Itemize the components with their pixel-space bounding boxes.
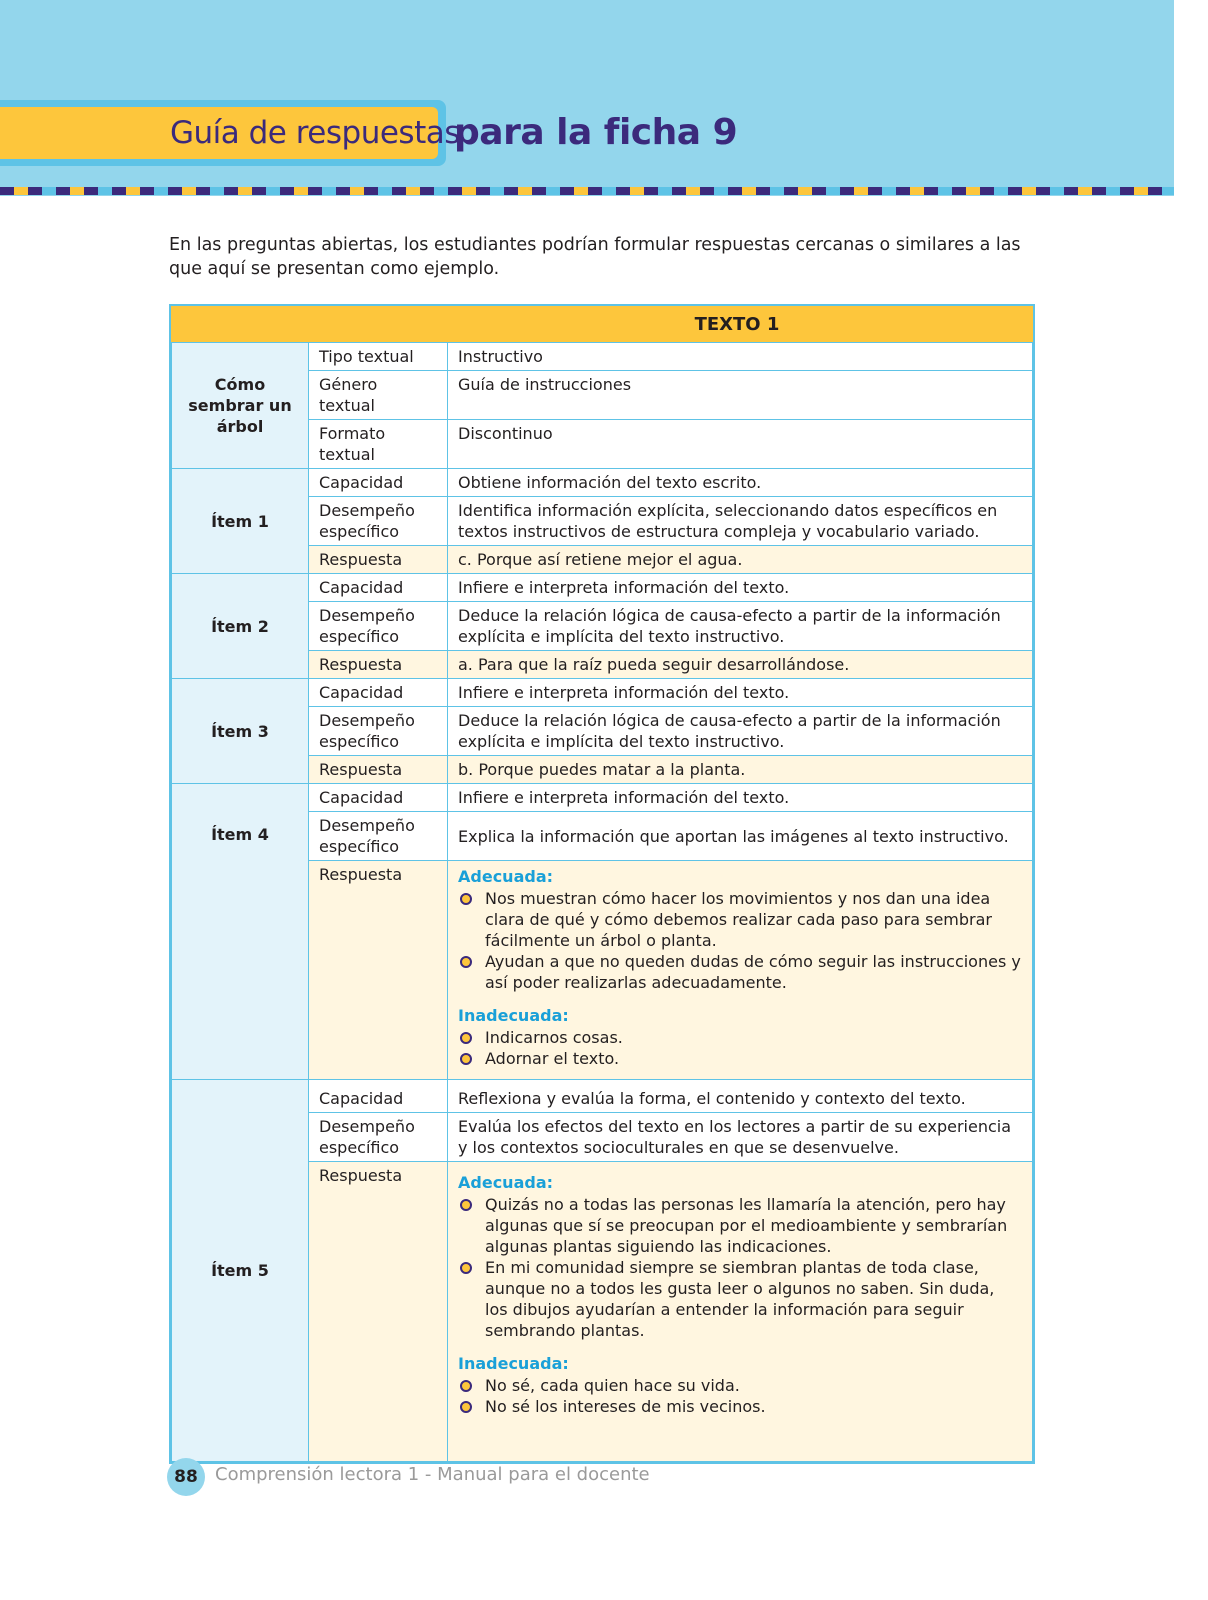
inadequate-list bbox=[458, 1027, 1022, 1069]
table-row bbox=[172, 784, 1033, 812]
header-band bbox=[0, 0, 1174, 196]
adequate-heading: Adecuada: bbox=[458, 867, 554, 886]
item-label: Ítem 1 bbox=[172, 469, 309, 574]
row-value: b. Porque puedes matar a la planta. bbox=[448, 756, 1033, 784]
row-label: Género textual bbox=[309, 371, 448, 420]
inadequate-list bbox=[458, 1375, 1022, 1417]
row-label: Desempeño específico bbox=[309, 602, 448, 651]
row-label: Respuesta bbox=[309, 546, 448, 574]
row-value: Discontinuo bbox=[448, 420, 1033, 469]
list-item-text: No sé los intereses de mis vecinos. bbox=[485, 1397, 766, 1416]
row-label: Respuesta bbox=[309, 1162, 448, 1462]
row-label: Respuesta bbox=[309, 861, 448, 1080]
bullet-icon bbox=[460, 1262, 472, 1274]
row-value: Instructivo bbox=[448, 343, 1033, 371]
bullet-icon bbox=[460, 1032, 472, 1044]
row-value: Identifica información explícita, seleccionando datos específicos en textos instructivos de estructura compleja y vocabulario variado. bbox=[448, 497, 1033, 546]
list-item bbox=[458, 1194, 1022, 1257]
row-value: Infiere e interpreta información del texto. bbox=[448, 574, 1033, 602]
bullet-icon bbox=[460, 956, 472, 968]
row-value: Explica la información que aportan las imágenes al texto instructivo. bbox=[448, 812, 1033, 861]
list-item-text: En mi comunidad siempre se siembran plantas de toda clase, aunque no a todos les gusta leer o algunos no saben. Sin duda, los dibujos ayudarían a entender la información para seguir sembrando plantas. bbox=[485, 1258, 995, 1340]
row-label: Tipo textual bbox=[309, 343, 448, 371]
answer-table bbox=[169, 304, 1035, 1464]
row-label: Capacidad bbox=[309, 469, 448, 497]
list-item bbox=[458, 1048, 1022, 1069]
adequate-list bbox=[458, 1194, 1022, 1341]
row-label: Capacidad bbox=[309, 1080, 448, 1113]
row-value: Infiere e interpreta información del texto. bbox=[448, 679, 1033, 707]
row-label: Capacidad bbox=[309, 574, 448, 602]
row-label: Respuesta bbox=[309, 756, 448, 784]
list-item-text: Adornar el texto. bbox=[485, 1049, 620, 1068]
row-value: Guía de instrucciones bbox=[448, 371, 1033, 420]
row-value: Infiere e interpreta información del texto. bbox=[448, 784, 1033, 812]
response-block bbox=[448, 1162, 1033, 1462]
row-label: Capacidad bbox=[309, 784, 448, 812]
item-label: Ítem 4 bbox=[172, 784, 309, 1080]
list-item bbox=[458, 1375, 1022, 1396]
table-heading: TEXTO 1 bbox=[172, 307, 1033, 343]
list-item bbox=[458, 951, 1022, 993]
title-left: Guía de respuestas bbox=[170, 115, 460, 151]
response-block bbox=[448, 861, 1033, 1080]
table-row bbox=[172, 1080, 1033, 1113]
intro-paragraph: En las preguntas abiertas, los estudiantes podrían formular respuestas cercanas o similares a las que aquí se presentan como ejemplo. bbox=[169, 235, 1021, 279]
row-value: Deduce la relación lógica de causa-efecto a partir de la información explícita e implícita del texto instructivo. bbox=[448, 602, 1033, 651]
decorative-dash-strip bbox=[0, 187, 1174, 195]
row-label: Respuesta bbox=[309, 651, 448, 679]
row-value: Obtiene información del texto escrito. bbox=[448, 469, 1033, 497]
row-value: a. Para que la raíz pueda seguir desarrollándose. bbox=[448, 651, 1033, 679]
row-label: Formato textual bbox=[309, 420, 448, 469]
row-label: Capacidad bbox=[309, 679, 448, 707]
list-item bbox=[458, 888, 1022, 951]
row-value: c. Porque así retiene mejor el agua. bbox=[448, 546, 1033, 574]
row-label: Desempeño específico bbox=[309, 497, 448, 546]
inadequate-heading: Inadecuada: bbox=[458, 1006, 569, 1025]
list-item bbox=[458, 1027, 1022, 1048]
adequate-heading: Adecuada: bbox=[458, 1173, 554, 1192]
bullet-icon bbox=[460, 1401, 472, 1413]
bullet-icon bbox=[460, 1199, 472, 1211]
list-item-text: Ayudan a que no queden dudas de cómo seguir las instrucciones y así poder realizarlas adecuadamente. bbox=[485, 952, 1021, 992]
table-row bbox=[172, 469, 1033, 497]
row-label: Desempeño específico bbox=[309, 1113, 448, 1162]
text-group-label: Cómo sembrar un árbol bbox=[172, 343, 309, 469]
row-value: Evalúa los efectos del texto en los lectores a partir de su experiencia y los contextos socioculturales en que se desenvuelve. bbox=[448, 1113, 1033, 1162]
bullet-icon bbox=[460, 1053, 472, 1065]
bullet-icon bbox=[460, 1380, 472, 1392]
list-item bbox=[458, 1257, 1022, 1341]
list-item bbox=[458, 1396, 1022, 1417]
list-item-text: No sé, cada quien hace su vida. bbox=[485, 1376, 740, 1395]
footer-text: Comprensión lectora 1 - Manual para el docente bbox=[215, 1464, 650, 1485]
list-item-text: Quizás no a todas las personas les llamaría la atención, pero hay algunas que sí se preocupan por el medioambiente y sembrarían algunas plantas siguiendo las indicaciones. bbox=[485, 1195, 1008, 1256]
row-label: Desempeño específico bbox=[309, 812, 448, 861]
table-row bbox=[172, 574, 1033, 602]
row-label: Desempeño específico bbox=[309, 707, 448, 756]
row-value: Deduce la relación lógica de causa-efecto a partir de la información explícita e implícita del texto instructivo. bbox=[448, 707, 1033, 756]
item-label: Ítem 3 bbox=[172, 679, 309, 784]
list-item-text: Nos muestran cómo hacer los movimientos y nos dan una idea clara de qué y cómo debemos realizar cada paso para sembrar fácilmente un árbol o planta. bbox=[485, 889, 992, 950]
list-item-text: Indicarnos cosas. bbox=[485, 1028, 623, 1047]
page-number: 88 bbox=[167, 1458, 205, 1496]
bullet-icon bbox=[460, 893, 472, 905]
table-row bbox=[172, 679, 1033, 707]
row-value: Reflexiona y evalúa la forma, el contenido y contexto del texto. bbox=[448, 1080, 1033, 1113]
table-row bbox=[172, 343, 1033, 371]
item-label: Ítem 2 bbox=[172, 574, 309, 679]
item-label: Ítem 5 bbox=[172, 1080, 309, 1462]
table-heading-row bbox=[172, 307, 1033, 343]
adequate-list bbox=[458, 888, 1022, 993]
inadequate-heading: Inadecuada: bbox=[458, 1354, 569, 1373]
title-right: para la ficha 9 bbox=[454, 112, 738, 153]
